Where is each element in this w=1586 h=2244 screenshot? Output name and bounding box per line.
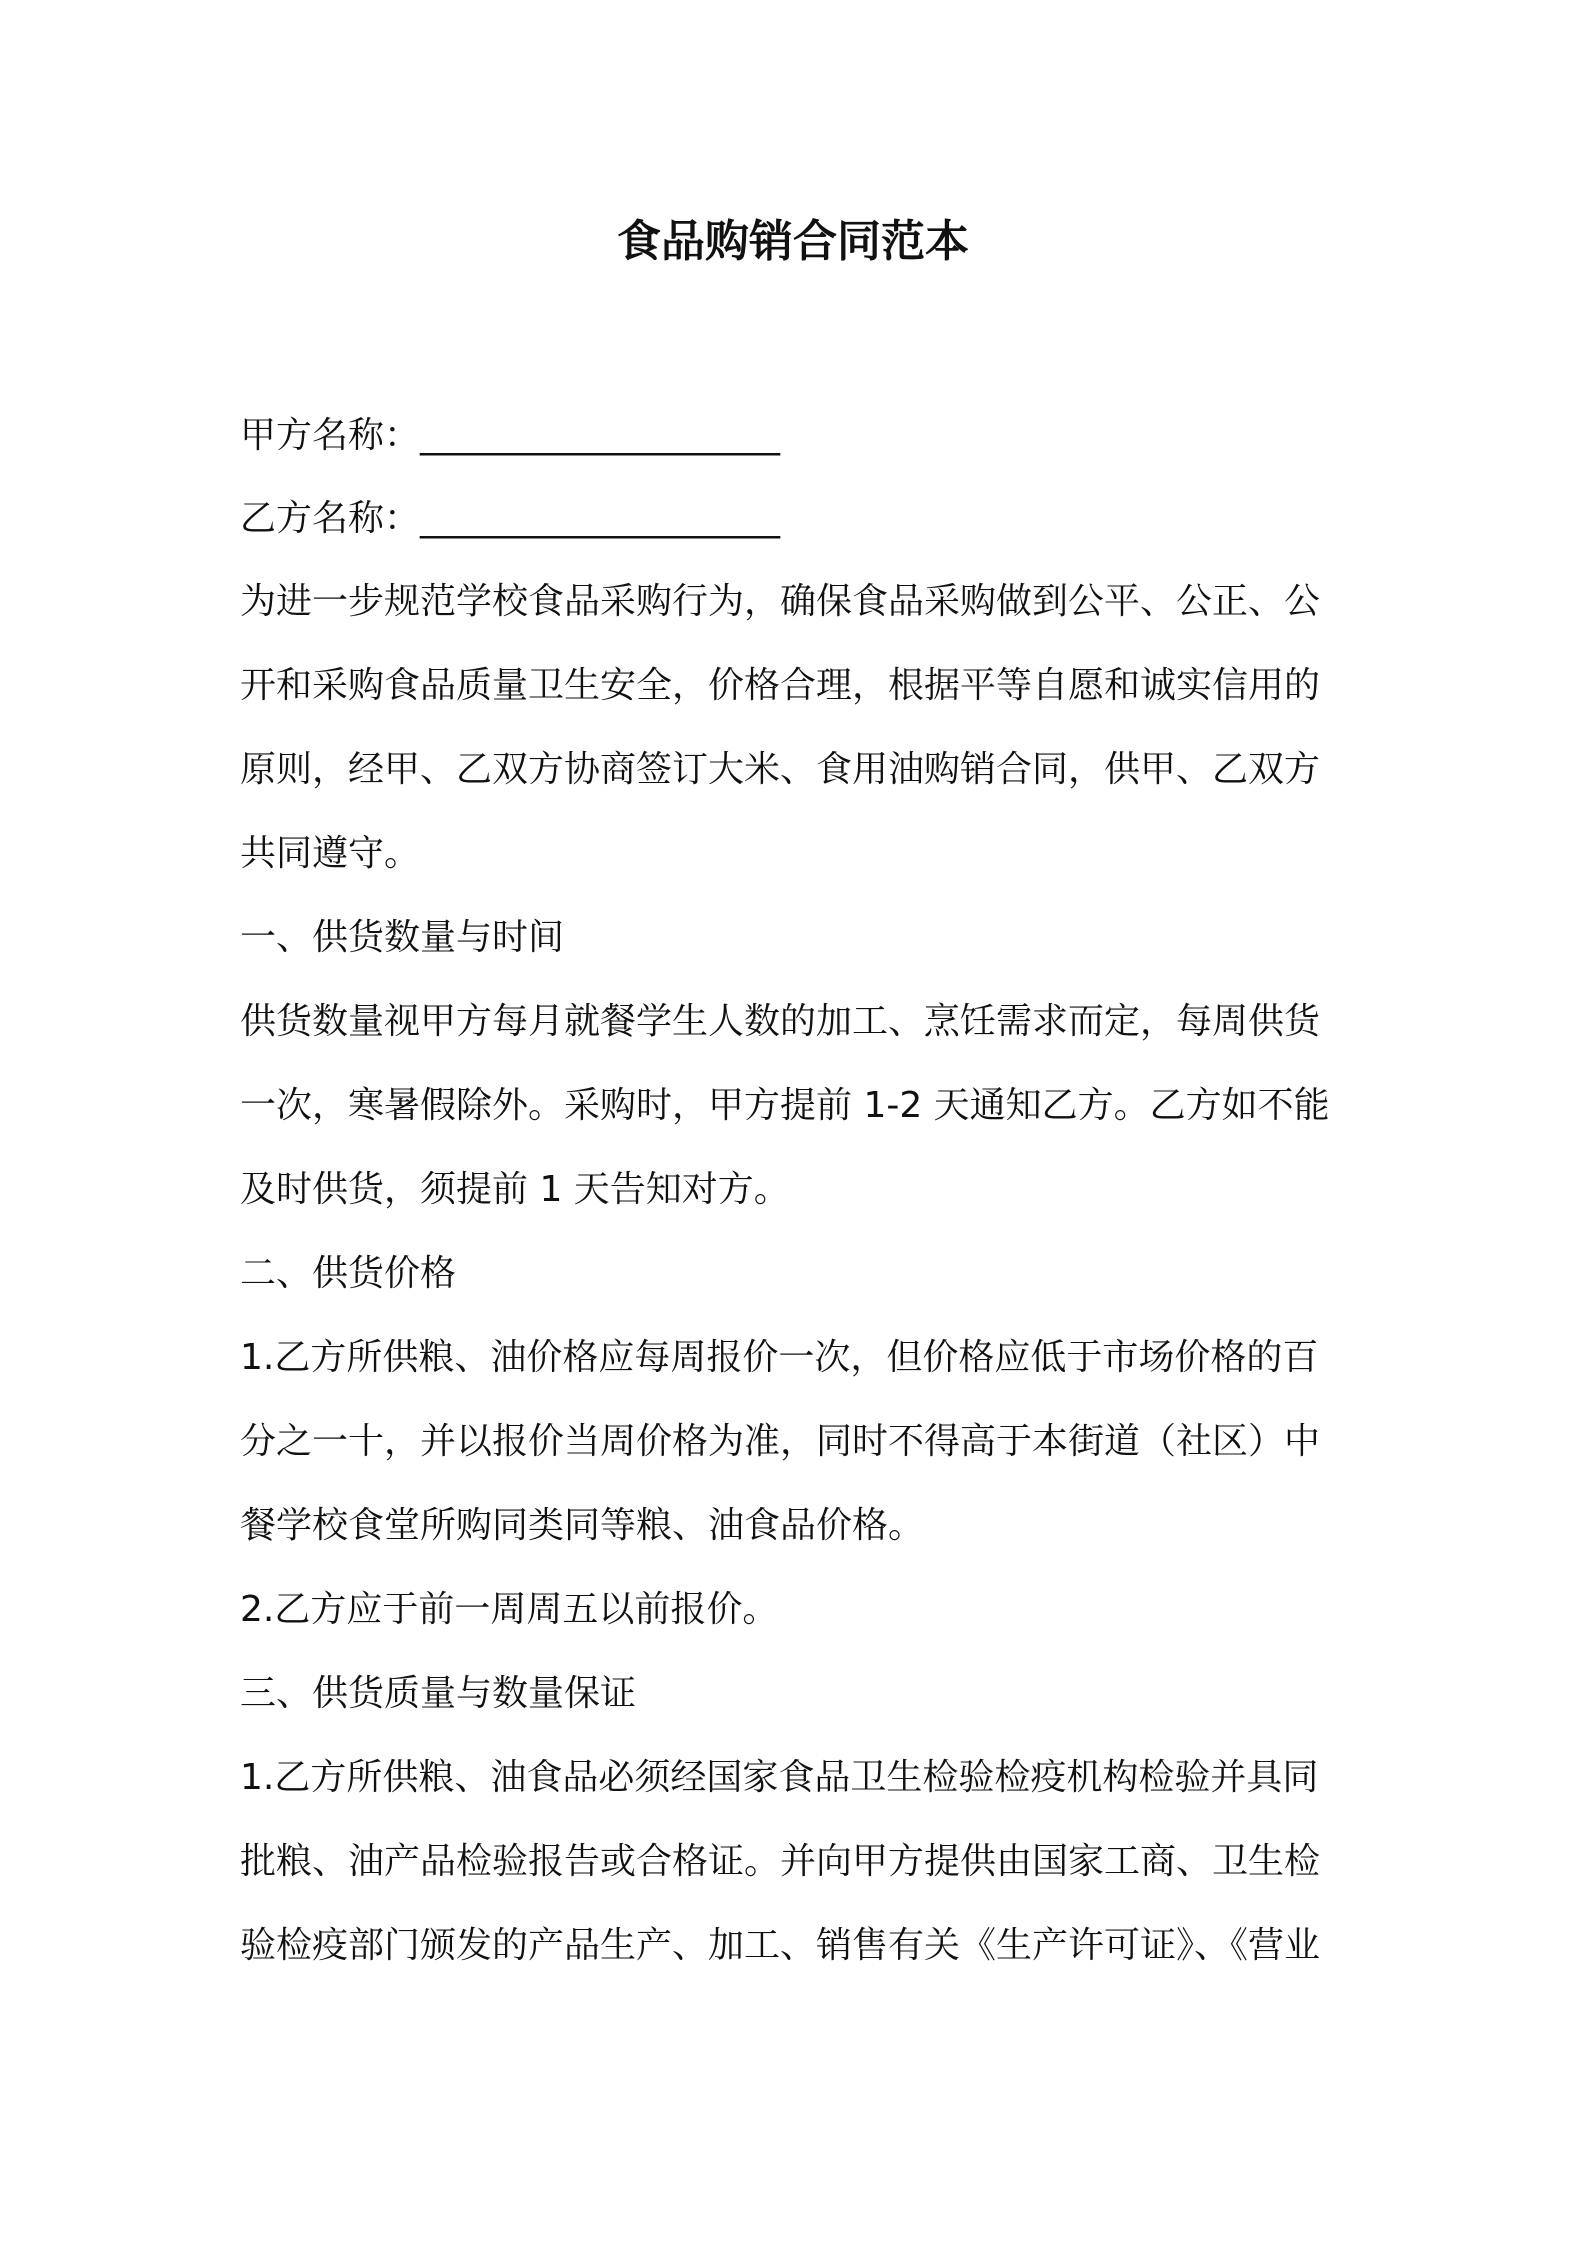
section-2-line: 餐学校食堂所购同类同等粮、油食品价格。: [240, 1505, 925, 1546]
document-title: 食品购销合同范本: [617, 216, 969, 267]
party-b-name-field: 乙方名称：____________________: [240, 498, 781, 539]
section-1-line: 供货数量视甲方每月就餐学生人数的加工、烹饪需求而定，每周供货: [240, 1001, 1321, 1042]
preamble-line: 共同遵守。: [240, 833, 421, 874]
section-heading-1: 一、供货数量与时间: [240, 917, 565, 958]
section-heading-2: 二、供货价格: [240, 1253, 457, 1294]
preamble-line: 开和采购食品质量卫生安全，价格合理，根据平等自愿和诚实信用的: [240, 665, 1321, 706]
section-3-line: 验检疫部门颁发的产品生产、加工、销售有关《生产许可证》、《营业: [240, 1925, 1321, 1966]
section-1-line: 及时供货，须提前 1 天告知对方。: [240, 1169, 790, 1210]
section-3-line: 批粮、油产品检验报告或合格证。并向甲方提供由国家工商、卫生检: [240, 1841, 1321, 1882]
preamble-line: 原则，经甲、乙双方协商签订大米、食用油购销合同，供甲、乙双方: [240, 749, 1321, 790]
section-2-line: 1.乙方所供粮、油价格应每周报价一次，但价格应低于市场价格的百: [240, 1337, 1319, 1378]
section-3-line: 1.乙方所供粮、油食品必须经国家食品卫生检验检疫机构检验并具同: [240, 1757, 1319, 1798]
preamble-line: 为进一步规范学校食品采购行为，确保食品采购做到公平、公正、公: [240, 581, 1321, 622]
section-1-line: 一次，寒暑假除外。采购时，甲方提前 1-2 天通知乙方。乙方如不能: [240, 1085, 1330, 1126]
section-2-line: 2.乙方应于前一周周五以前报价。: [240, 1589, 779, 1630]
section-heading-3: 三、供货质量与数量保证: [240, 1673, 637, 1714]
party-a-name-field: 甲方名称：____________________: [240, 415, 781, 456]
section-2-line: 分之一十，并以报价当周价格为准，同时不得高于本街道（社区）中: [240, 1421, 1321, 1462]
